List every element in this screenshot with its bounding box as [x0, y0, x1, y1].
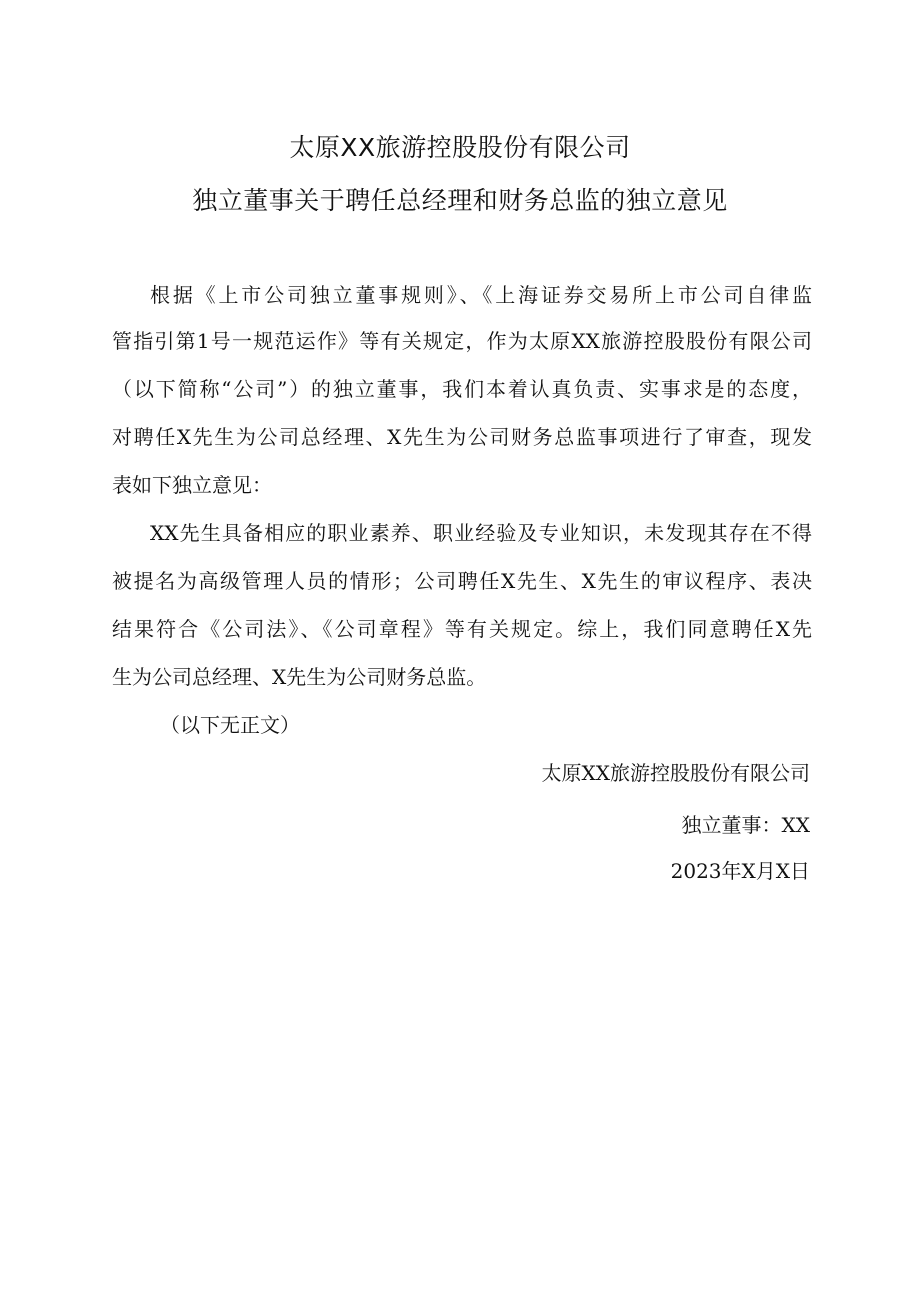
- signature-directors: 独立董事：XX: [681, 813, 810, 837]
- end-of-text-note: （以下无正文）: [160, 713, 300, 737]
- paragraph-line: XX先生具备相应的职业素养、职业经验及专业知识，未发现其存在不得: [150, 521, 812, 545]
- document-title-subject: 独立董事关于聘任总经理和财务总监的独立意见: [192, 186, 728, 215]
- paragraph-line: 根据《上市公司独立董事规则》、《上海证券交易所上市公司自律监: [150, 283, 812, 307]
- signature-date: 2023年X月X日: [670, 859, 810, 883]
- signature-company: 太原XX旅游控股股份有限公司: [541, 761, 810, 785]
- paragraph-line: 对聘任X先生为公司总经理、X先生为公司财务总监事项进行了审查，现发: [112, 425, 812, 449]
- paragraph-line: 管指引第1号一规范运作》等有关规定，作为太原XX旅游控股股份有限公司: [112, 329, 812, 353]
- document-title-company: 太原XX旅游控股股份有限公司: [289, 133, 631, 162]
- paragraph-line: 表如下独立意见：: [112, 473, 272, 497]
- paragraph-line: 生为公司总经理、X先生为公司财务总监。: [112, 665, 487, 689]
- paragraph-line: （以下简称“公司”）的独立董事，我们本着认真负责、实事求是的态度，: [112, 377, 812, 401]
- paragraph-line: 结果符合《公司法》、《公司章程》等有关规定。综上，我们同意聘任X先: [112, 617, 812, 641]
- paragraph-line: 被提名为高级管理人员的情形；公司聘任X先生、X先生的审议程序、表决: [112, 569, 812, 593]
